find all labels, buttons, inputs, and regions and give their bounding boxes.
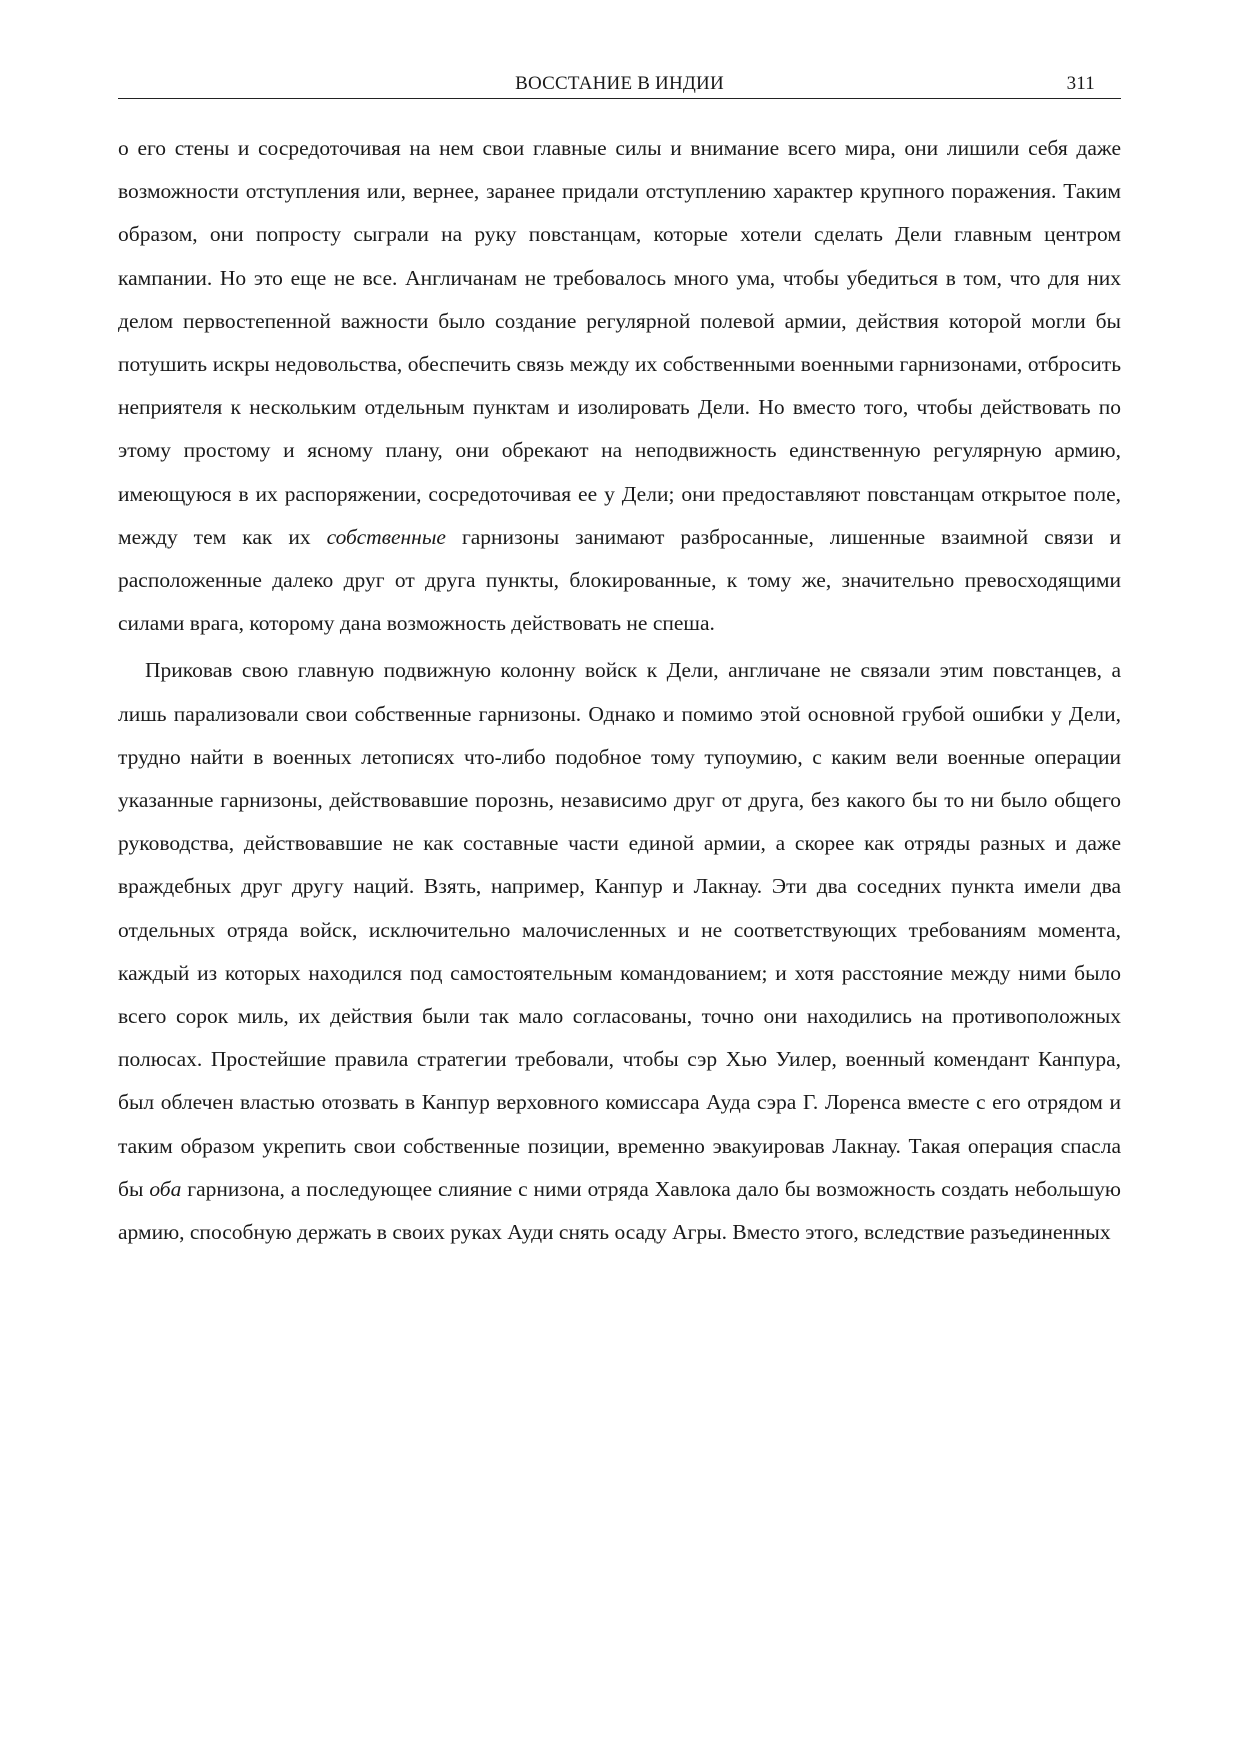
paragraph-2 [118, 649, 1121, 1254]
paragraph-2-text-a: Приковав свою главную подвижную колонну войск к Дели, англичане не связали этим повстанцев, а лишь парализовали свои собственные гарнизоны. Однако и помимо этой основной грубой ошибки у Дели, трудно найти в военных летописях что-либо подобное тому тупоумию, с каким вели военные операции указанные гарнизоны, действовавшие порознь, независимо друг от друга, без какого бы то ни было общего руководства, действовавшие не как составные части единой армии, а скорее как отряды разных и даже враждебных друг другу наций. Взять, например, Канпур и Лакнау. Эти два соседних пункта имели два отдельных отряда войск, исключительно малочисленных и не соответствующих требованиям момента, каждый из которых находился под самостоятельным командованием; и хотя расстояние между ними было всего сорок миль, их действия были так мало согласованы, точно они находились на противоположных полюсах. Простейшие правила стратегии требовали, чтобы сэр Хью Уилер, военный комендант Канпура, был облечен властью отозвать в Канпур верховного комиссара Ауда сэра Г. Лоренса вместе с его отрядом и таким образом укрепить свои собственные позиции, временно эвакуировав Лакнау. Такая операция спасла бы [118, 658, 1121, 1201]
book-page [118, 70, 1121, 1254]
paragraph-1 [118, 127, 1121, 645]
paragraph-2-emphasis: оба [149, 1176, 182, 1201]
page-number: 311 [1066, 73, 1095, 94]
paragraph-2-text-b: гарнизона, а последующее слияние с ними отряда Хавлока дало бы возможность создать небольшую армию, способную держать в своих руках Ауди снять осаду Агры. Вместо этого, вследствие разъединенных [118, 1176, 1121, 1245]
paragraph-1-emphasis: собственные [326, 524, 446, 549]
main-text [118, 127, 1121, 1254]
paragraph-1-text-a: о его стены и сосредоточивая на нем свои главные силы и внимание всего мира, они лишили себя даже возможности отступления или, вернее, заранее придали отступлению характер крупного поражения. Таким образом, они попросту сыграли на руку повстанцам, которые хотели сделать Дели главным центром кампании. Но это еще не все. Англичанам не требовалось много ума, чтобы убедиться в том, что для них делом первостепенной важности было создание регулярной полевой армии, действия которой могли бы потушить искры недовольства, обеспечить связь между их собственными военными гарнизонами, отбросить неприятеля к нескольким отдельным пунктам и изолировать Дели. Но вместо того, чтобы действовать по этому простому и ясному плану, они обрекают на неподвижность единственную регулярную армию, имеющуюся в их распоряжении, сосредоточивая ее у Дели; они предоставляют повстанцам открытое поле, между тем как их [118, 136, 1121, 549]
running-header [118, 70, 1121, 99]
running-title: ВОССТАНИЕ В ИНДИИ [515, 73, 724, 94]
paragraph-1-text-b: гарнизоны занимают разбросанные, лишенные взаимной связи и расположенные далеко друг от друга пункты, блокированные, к тому же, значительно превосходящими силами врага, которому дана возможность действовать не спеша. [118, 524, 1121, 636]
